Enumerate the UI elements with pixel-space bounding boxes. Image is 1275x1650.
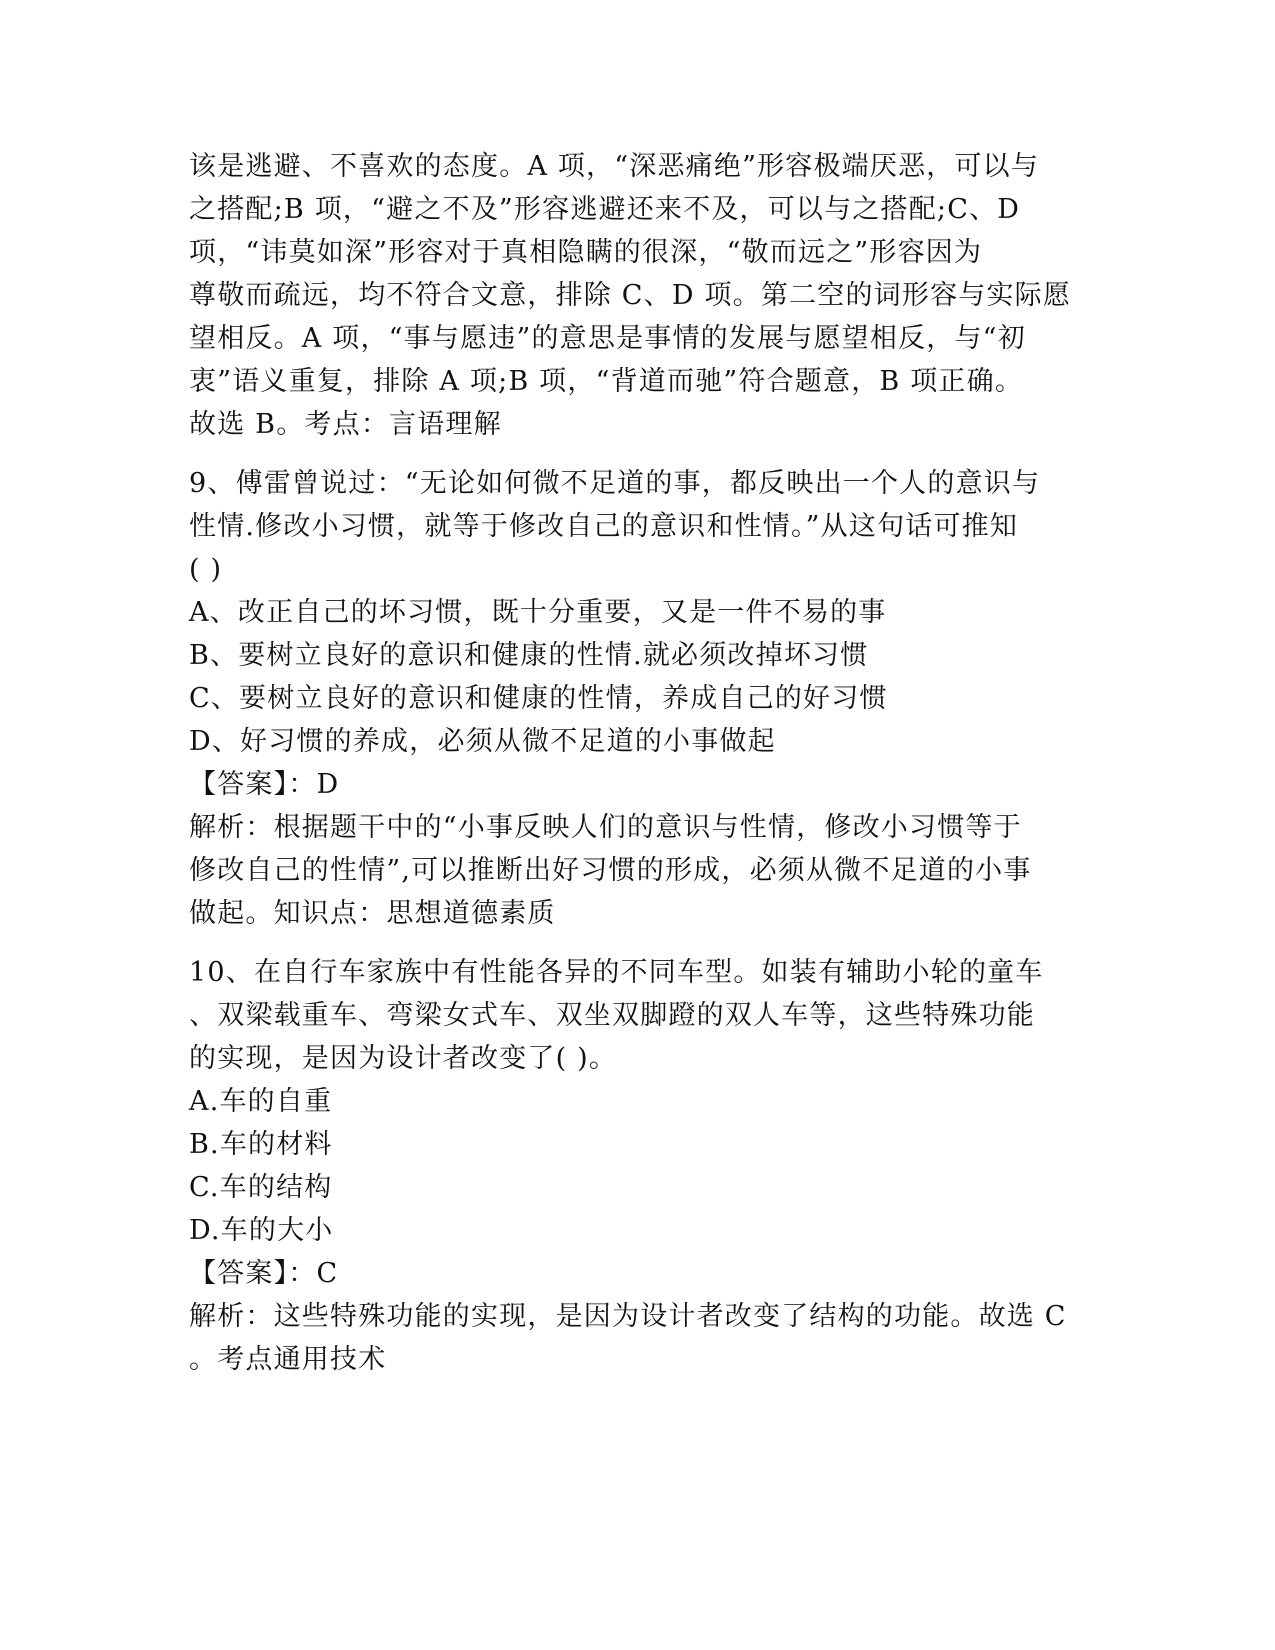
explanation-line: 解析：根据题干中的“小事反映人们的意识与性情，修改小习惯等于 (189, 812, 1022, 843)
document-content (189, 145, 1089, 1381)
option-a: A、改正自己的坏习惯，既十分重要，又是一件不易的事 (189, 597, 887, 628)
explanation-line: 。考点通用技术 (189, 1344, 387, 1375)
option-b: B、要树立良好的意识和健康的性情.就必须改掉坏习惯 (189, 640, 869, 671)
option-c: C、要树立良好的意识和健康的性情，养成自己的好习惯 (189, 683, 888, 714)
question-10 (189, 951, 1089, 1381)
option-d: D、好习惯的养成，必须从微不足道的小事做起 (189, 726, 776, 757)
question-stem-line: 10、在自行车家族中有性能各异的不同车型。如装有辅助小轮的童车 (189, 957, 1044, 988)
question-stem-line: 9、傅雷曾说过：“无论如何微不足道的事，都反映出一个人的意识与 (189, 468, 1041, 499)
explanation-line: 望相反。A 项，“事与愿违”的意思是事情的发展与愿望相反，与“初 (189, 323, 1026, 354)
explanation-line: 解析：这些特殊功能的实现，是因为设计者改变了结构的功能。故选 C (189, 1301, 1067, 1332)
explanation-line: 之搭配;B 项，“避之不及”形容逃避还来不及，可以与之搭配;C、D (189, 194, 1021, 225)
option-a: A.车的自重 (189, 1086, 333, 1117)
previous-question-explanation (189, 145, 1089, 446)
explanation-line: 做起。知识点：思想道德素质 (189, 898, 556, 929)
question-stem-line: 性情.修改小习惯，就等于修改自己的意识和性情。”从这句话可推知 (189, 511, 1019, 542)
explanation-line: 衷”语义重复，排除 A 项;B 项，“背道而驰”符合题意，B 项正确。 (189, 366, 1024, 397)
answer-line: 【答案】：C (189, 1258, 339, 1289)
option-d: D.车的大小 (189, 1215, 334, 1246)
question-stem-line: ( ) (189, 554, 223, 585)
explanation-line: 该是逃避、不喜欢的态度。A 项，“深恶痛绝”形容极端厌恶，可以与 (189, 151, 1040, 182)
question-stem-line: 的实现，是因为设计者改变了( )。 (189, 1043, 618, 1074)
paragraph-gap (189, 446, 1089, 462)
explanation-line: 项，“讳莫如深”形容对于真相隐瞒的很深，“敬而远之”形容因为 (189, 237, 983, 268)
question-stem-line: 、双梁载重车、弯梁女式车、双坐双脚蹬的双人车等，这些特殊功能 (189, 1000, 1035, 1031)
paragraph-gap (189, 935, 1089, 951)
option-b: B.车的材料 (189, 1129, 333, 1160)
answer-line: 【答案】：D (189, 769, 340, 800)
explanation-line: 故选 B。考点：言语理解 (189, 409, 502, 440)
explanation-line: 尊敬而疏远，均不符合文意，排除 C、D 项。第二空的词形容与实际愿 (189, 280, 1072, 311)
option-c: C.车的结构 (189, 1172, 333, 1203)
question-9 (189, 462, 1089, 935)
explanation-line: 修改自己的性情”,可以推断出好习惯的形成，必须从微不足道的小事 (189, 855, 1032, 886)
